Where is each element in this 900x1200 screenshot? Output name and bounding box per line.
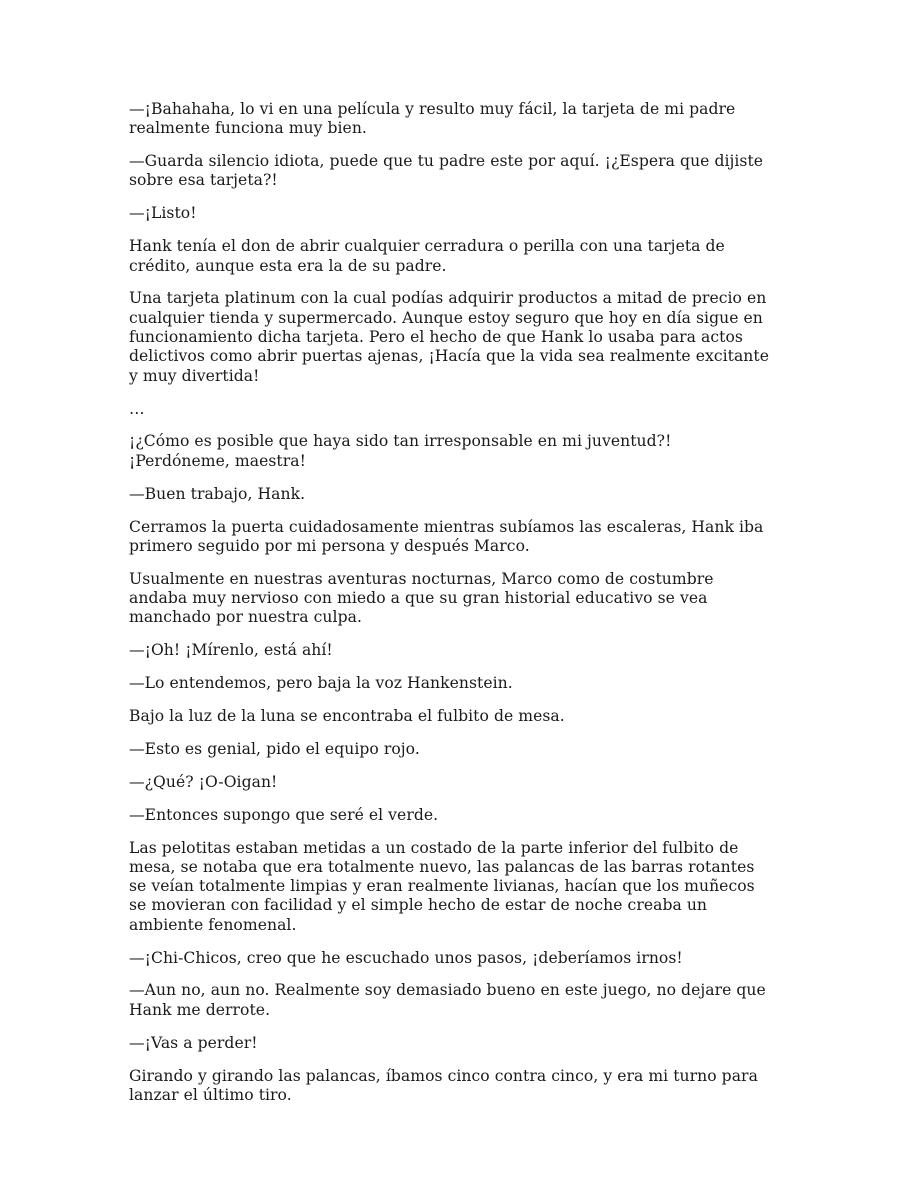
paragraph: —Esto es genial, pido el equipo rojo. bbox=[129, 739, 420, 758]
paragraph: —¡Listo! bbox=[129, 204, 197, 223]
paragraph: Cerramos la puerta cuidadosamente mientras subíamos las escaleras, Hank iba primero seguido por mi persona y después Marco. bbox=[129, 517, 764, 555]
paragraph: —¡Chi-Chicos, creo que he escuchado unos pasos, ¡deberíamos irnos! bbox=[129, 948, 683, 967]
paragraph: —¡Oh! ¡Mírenlo, está ahí! bbox=[129, 641, 333, 660]
paragraph: Hank tenía el don de abrir cualquier cerradura o perilla con una tarjeta de crédito, aunque esta era la de su padre. bbox=[129, 237, 725, 275]
paragraph: Una tarjeta platinum con la cual podías adquirir productos a mitad de precio en cualquier tienda y supermercado. Aunque estoy seguro que hoy en día sigue en funcionamiento dicha tarjeta. Pero el hecho de que Hank lo usaba para actos delictivos como abrir puertas ajenas, ¡Hacía que la vida sea realmente excitante y muy divertida! bbox=[129, 289, 769, 385]
paragraph: —Entonces supongo que seré el verde. bbox=[129, 805, 439, 824]
paragraph: —¿Qué? ¡O-Oigan! bbox=[129, 772, 278, 791]
paragraph: —Aun no, aun no. Realmente soy demasiado bueno en este juego, no dejare que Hank me derrote. bbox=[129, 981, 766, 1019]
paragraph: Las pelotitas estaban metidas a un costado de la parte inferior del fulbito de mesa, se notaba que era totalmente nuevo, las palancas de las barras rotantes se veían totalmente limpias y eran realmente livianas, hacían que los muñecos se movieran con facilidad y el simple hecho de estar de noche creaba un ambiente fenomenal. bbox=[129, 838, 755, 934]
paragraph: —¡Vas a perder! bbox=[129, 1033, 258, 1052]
paragraph: Bajo la luz de la luna se encontraba el fulbito de mesa. bbox=[129, 706, 565, 725]
paragraph: … bbox=[129, 399, 145, 418]
paragraph: Girando y girando las palancas, íbamos cinco contra cinco, y era mi turno para lanzar el último tiro. bbox=[129, 1066, 758, 1104]
paragraph: Usualmente en nuestras aventuras nocturnas, Marco como de costumbre andaba muy nervioso con miedo a que su gran historial educativo se vea manchado por nuestra culpa. bbox=[129, 569, 714, 627]
paragraph: —Lo entendemos, pero baja la voz Hankenstein. bbox=[129, 674, 513, 693]
document-page bbox=[129, 100, 769, 1119]
paragraph: —Guarda silencio idiota, puede que tu padre este por aquí. ¡¿Espera que dijiste sobre esa tarjeta?! bbox=[129, 152, 764, 190]
paragraph: —¡Bahahaha, lo vi en una película y resulto muy fácil, la tarjeta de mi padre realmente funciona muy bien. bbox=[129, 100, 736, 138]
paragraph: ¡¿Cómo es posible que haya sido tan irresponsable en mi juventud?! ¡Perdóneme, maestra! bbox=[129, 432, 672, 470]
paragraph: —Buen trabajo, Hank. bbox=[129, 484, 306, 503]
